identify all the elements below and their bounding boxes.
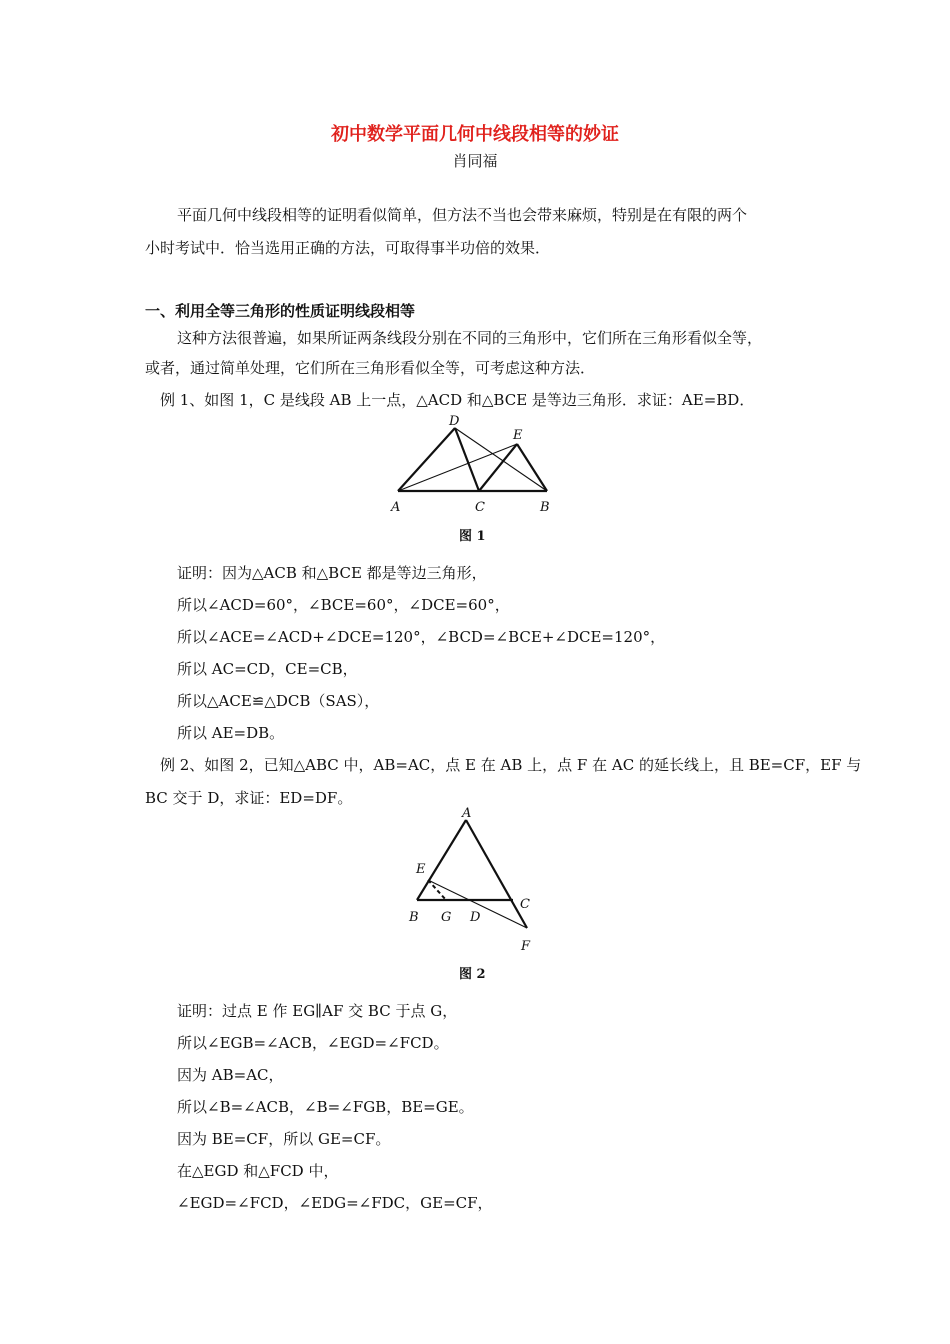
page-title: 初中数学平面几何中线段相等的妙证: [331, 124, 619, 145]
figure-1: [385, 410, 565, 520]
proof1-line-5: 所以△ACE≌△DCB（SAS），: [177, 692, 380, 710]
example2-statement-line-1: 例 2、如图 2，已知△ABC 中，AB=AC，点 E 在 AB 上，点 F 在 AC 的延长线上，且 BE=CF，EF 与: [160, 756, 862, 774]
proof2-line-1: 证明：过点 E 作 EG∥AF 交 BC 于点 G，: [177, 1002, 458, 1020]
example2-statement-line-2: BC 交于 D，求证：ED=DF。: [145, 789, 353, 807]
proof2-line-7: ∠EGD=∠FCD，∠EDG=∠FDC，GE=CF，: [177, 1194, 493, 1212]
intro-line-2: 小时考试中．恰当选用正确的方法，可取得事半功倍的效果．: [145, 239, 551, 257]
label-b: B: [409, 910, 419, 925]
proof1-line-6: 所以 AE=DB。: [177, 724, 285, 742]
author: 肖同福: [452, 152, 498, 170]
proof2-line-2: 所以∠EGB=∠ACB，∠EGD=∠FCD。: [177, 1034, 449, 1052]
label-g: G: [441, 910, 452, 925]
proof2-line-6: 在△EGD 和△FCD 中，: [177, 1162, 339, 1180]
label-e: E: [513, 428, 523, 443]
section-desc-line-2: 或者，通过简单处理，它们所在三角形看似全等，可考虑这种方法．: [145, 359, 596, 377]
label-b: B: [540, 500, 550, 515]
label-d: D: [449, 414, 460, 429]
intro-line-1: 平面几何中线段相等的证明看似简单，但方法不当也会带来麻烦，特别是在有限的两个: [177, 206, 748, 224]
example1-statement: 例 1、如图 1，C 是线段 AB 上一点，△ACD 和△BCE 是等边三角形．求证：AE=BD．: [160, 391, 755, 409]
label-a: A: [462, 806, 472, 821]
segment-ad: [398, 428, 455, 491]
proof1-line-1: 证明：因为△ACB 和△BCE 都是等边三角形，: [177, 564, 487, 582]
segment-ab: [417, 820, 466, 900]
label-e: E: [416, 862, 426, 877]
label-d: D: [470, 910, 481, 925]
segment-dc: [455, 428, 479, 491]
segment-eg-dashed: [428, 880, 446, 900]
segment-db: [455, 428, 547, 491]
figure-2: [400, 800, 550, 960]
label-a: A: [391, 500, 401, 515]
label-c: C: [520, 897, 530, 912]
segment-eb: [517, 444, 547, 491]
figure-2-caption: 图 2: [459, 967, 486, 982]
proof1-line-3: 所以∠ACE=∠ACD+∠DCE=120°，∠BCD=∠BCE+∠DCE=120°，: [177, 628, 666, 646]
proof2-line-4: 所以∠B=∠ACB，∠B=∠FGB，BE=GE。: [177, 1098, 474, 1116]
label-c: C: [475, 500, 485, 515]
figure-1-caption: 图 1: [459, 529, 486, 544]
section-desc-line-1: 这种方法很普遍，如果所证两条线段分别在不同的三角形中，它们所在三角形看似全等，: [177, 329, 763, 347]
proof2-line-3: 因为 AB=AC，: [177, 1066, 284, 1084]
proof2-line-5: 因为 BE=CF，所以 GE=CF。: [177, 1130, 391, 1148]
proof1-line-2: 所以∠ACD=60°，∠BCE=60°，∠DCE=60°，: [177, 596, 510, 614]
proof1-line-4: 所以 AC=CD，CE=CB，: [177, 660, 358, 678]
section-heading: 一、利用全等三角形的性质证明线段相等: [145, 302, 416, 320]
label-f: F: [521, 939, 531, 954]
